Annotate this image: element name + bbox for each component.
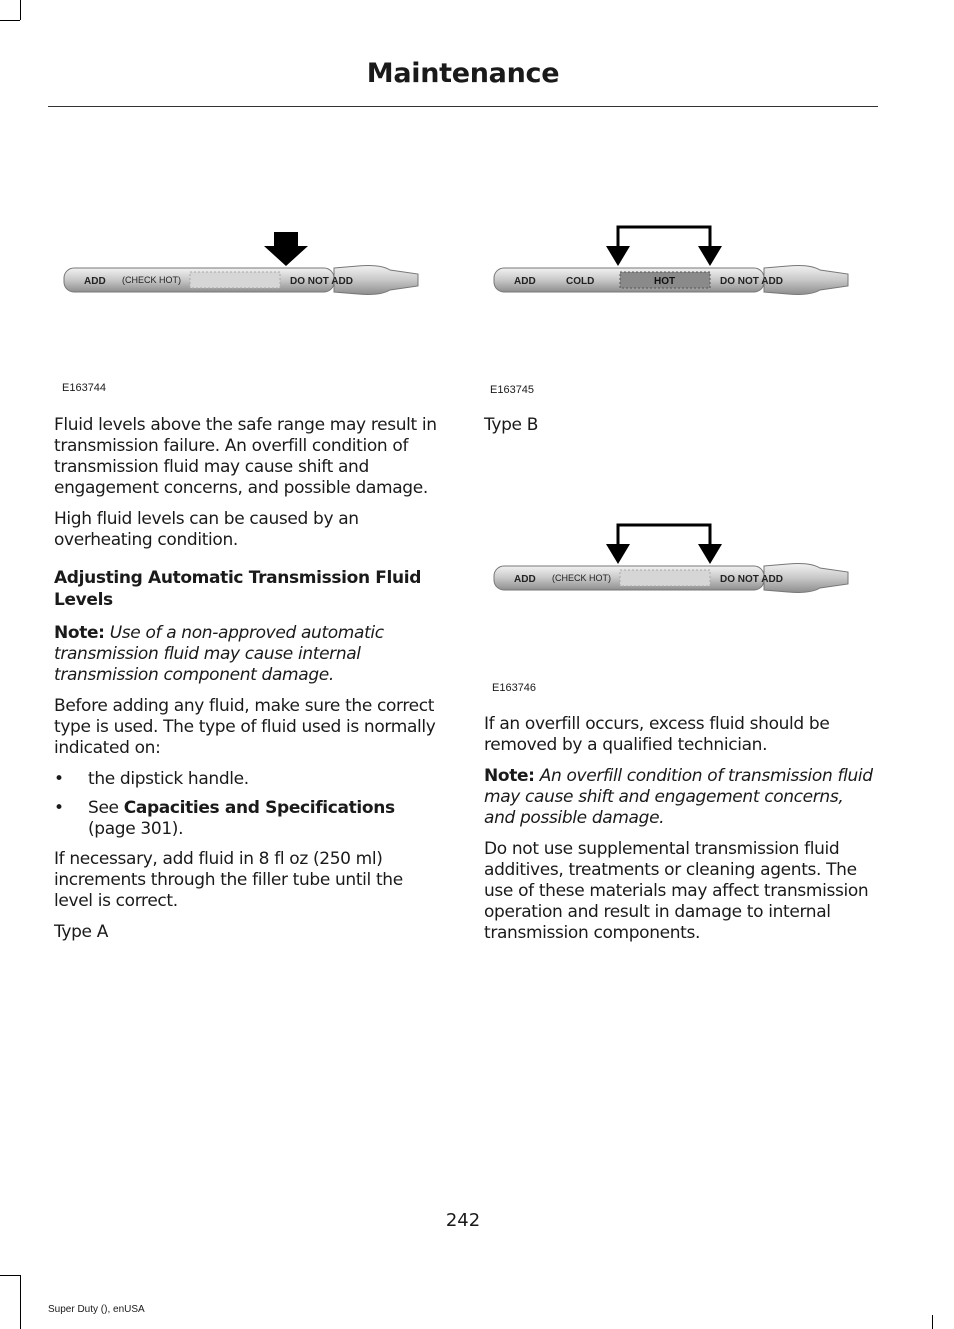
- crop-mark: [0, 20, 20, 21]
- note-label: Note:: [54, 623, 105, 643]
- figure-code: E163745: [490, 384, 535, 396]
- bullet-list: [54, 769, 446, 840]
- crop-mark: [20, 0, 21, 20]
- paragraph: If necessary, add fluid in 8 fl oz (250 ml) increments through the filler tube until the level is correct.: [54, 849, 403, 911]
- bullet-mark: •: [54, 769, 64, 789]
- crop-mark: [932, 1315, 933, 1329]
- label-cold: COLD: [566, 276, 595, 287]
- paragraph: Do not use supplemental transmission fluid additives, treatments or cleaning agents. The use of these materials may affect transmission operation and result in damage to internal transmission components.: [484, 839, 869, 943]
- cross-reference-link[interactable]: Capacities and Specifications: [123, 798, 395, 818]
- right-column: [484, 714, 876, 954]
- paragraph: Before adding any fluid, make sure the correct type is used. The type of fluid used is normally indicated on:: [54, 696, 436, 758]
- label-do-not-add: DO NOT ADD: [290, 276, 353, 287]
- figure-caption: Type A: [54, 922, 108, 942]
- left-column: [54, 415, 446, 953]
- paragraph: If an overfill occurs, excess fluid should be removed by a qualified technician.: [484, 714, 830, 755]
- label-hot: HOT: [654, 276, 676, 287]
- label-check-hot: (CHECK HOT): [122, 275, 181, 285]
- dipstick-figure-type-b-hot: [488, 222, 858, 302]
- label-add: ADD: [84, 276, 106, 287]
- label-do-not-add: DO NOT ADD: [720, 276, 783, 287]
- label-do-not-add: DO NOT ADD: [720, 574, 783, 585]
- list-item: [54, 769, 446, 790]
- note: [54, 623, 446, 686]
- page-number: 242: [445, 1210, 481, 1231]
- label-check-hot: (CHECK HOT): [552, 573, 611, 583]
- note-label: Note:: [484, 766, 535, 786]
- document-id: Super Duty (), enUSA: [48, 1304, 145, 1315]
- paragraph: High fluid levels can be caused by an overheating condition.: [54, 509, 359, 550]
- list-item: [54, 798, 446, 840]
- bullet-mark: •: [54, 798, 64, 818]
- crop-mark: [0, 1275, 20, 1276]
- figure-code: E163746: [492, 682, 537, 694]
- paragraph: Fluid levels above the safe range may result in transmission failure. An overfill condition of transmission fluid may cause shift and engagement concerns, and possible damage.: [54, 415, 437, 498]
- page-title: Maintenance: [366, 58, 560, 89]
- type-b-caption: Type B: [484, 415, 539, 435]
- list-item-text: the dipstick handle.: [88, 769, 249, 789]
- note-text: Use of a non-approved automatic transmission fluid may cause internal transmission component damage.: [54, 623, 384, 685]
- label-add: ADD: [514, 276, 536, 287]
- figure-code: E163744: [62, 382, 107, 394]
- label-add: ADD: [514, 574, 536, 585]
- page-reference: (page 301).: [88, 819, 184, 839]
- list-item-prefix: See: [88, 798, 119, 818]
- note: [484, 766, 876, 829]
- header-rule: [48, 106, 878, 107]
- note-text: An overfill condition of transmission fluid may cause shift and engagement concerns, and possible damage.: [484, 766, 873, 828]
- dipstick-figure-type-a: [58, 222, 428, 302]
- dipstick-figure-type-b: [488, 520, 858, 600]
- section-heading: Adjusting Automatic Transmission Fluid Levels: [54, 568, 422, 610]
- crop-mark: [20, 1275, 21, 1329]
